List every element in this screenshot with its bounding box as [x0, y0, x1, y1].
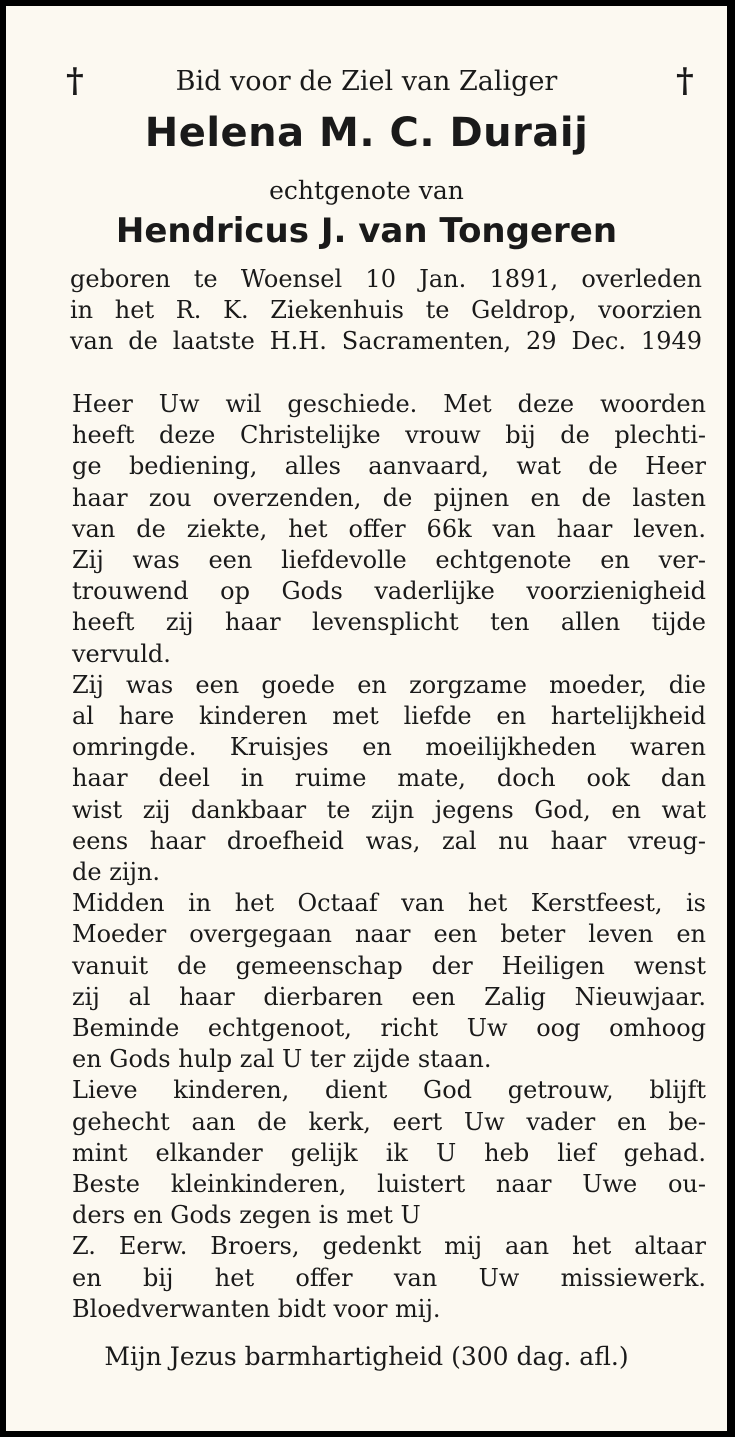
spouse-prefix: echtgenote van: [269, 176, 464, 205]
text-line: vervuld.: [72, 639, 171, 668]
text-line: Beste kleinkinderen, luistert naar Uwe ou-: [72, 1170, 706, 1199]
text-line: gehecht aan de kerk, eert Uw vader en be-: [72, 1107, 706, 1136]
text-line: zij al haar dierbaren een Zalig Nieuwjaar.: [72, 982, 706, 1011]
text-line: Bloedverwanten bidt voor mij.: [72, 1294, 441, 1323]
text-line: trouwend op Gods vaderlijke voorzienigheid: [72, 577, 706, 606]
text-line: omringde. Kruisjes en moeilijkheden waren: [72, 733, 706, 762]
text-line: eens haar droefheid was, zal nu haar vreug-: [72, 826, 706, 855]
text-line: Z. Eerw. Broers, gedenkt mij aan het altaar: [72, 1232, 706, 1261]
deceased-name: Helena M. C. Duraij: [144, 110, 589, 156]
text-line: mint elkander gelijk ik U heb lief gehad.: [72, 1138, 706, 1167]
text-line: haar zou overzenden, de pijnen en de lasten: [72, 483, 706, 512]
text-line: al hare kinderen met liefde en hartelijkheid: [72, 702, 706, 731]
text-line: Lieve kinderen, dient God getrouw, blijft: [72, 1076, 706, 1105]
text-line: van de ziekte, het offer 66k van haar leven.: [72, 514, 706, 543]
text-line: ge bediening, alles aanvaard, wat de Heer: [72, 452, 706, 481]
text-line: Beminde echtgenoot, richt Uw oog omhoog: [72, 1014, 706, 1043]
text-line: Moeder overgegaan naar een beter leven en: [72, 920, 706, 949]
cross-icon: †: [676, 61, 694, 101]
text-line: vanuit de gemeenschap der Heiligen wenst: [72, 951, 706, 980]
birth-death-details: [70, 264, 702, 357]
text-line: en bij het offer van Uw missiewerk.: [72, 1263, 706, 1292]
details-line: geboren te Woensel 10 Jan. 1891, overleden: [70, 265, 702, 293]
details-line: in het R. K. Ziekenhuis te Geldrop, voorzien: [70, 296, 702, 324]
text-line: heeft deze Christelijke vrouw bij de plechti-: [72, 421, 706, 450]
memorial-text: [72, 389, 706, 1325]
indulgence-prayer: Mijn Jezus barmhartigheid (300 dag. afl.): [104, 1342, 629, 1371]
text-line: haar deel in ruime mate, doch ook dan: [72, 764, 706, 793]
text-line: Zij was een goede en zorgzame moeder, die: [72, 670, 706, 699]
cross-icon: †: [66, 61, 84, 101]
text-line: de zijn.: [72, 858, 161, 887]
text-line: en Gods hulp zal U ter zijde staan.: [72, 1045, 492, 1074]
text-line: Heer Uw wil geschiede. Met deze woorden: [72, 390, 706, 418]
details-line: van de laatste H.H. Sacramenten, 29 Dec. 1949: [70, 327, 702, 355]
text-line: Zij was een liefdevolle echtgenote en ver-: [72, 546, 706, 575]
text-line: ders en Gods zegen is met U: [72, 1201, 421, 1230]
prayer-intro: Bid voor de Ziel van Zaliger: [175, 66, 558, 97]
spouse-name: Hendricus J. van Tongeren: [115, 211, 618, 251]
text-line: heeft zij haar levensplicht ten allen tijde: [72, 608, 706, 637]
text-line: wist zij dankbaar te zijn jegens God, en wat: [72, 795, 706, 824]
text-line: Midden in het Octaaf van het Kerstfeest, is: [72, 889, 706, 918]
